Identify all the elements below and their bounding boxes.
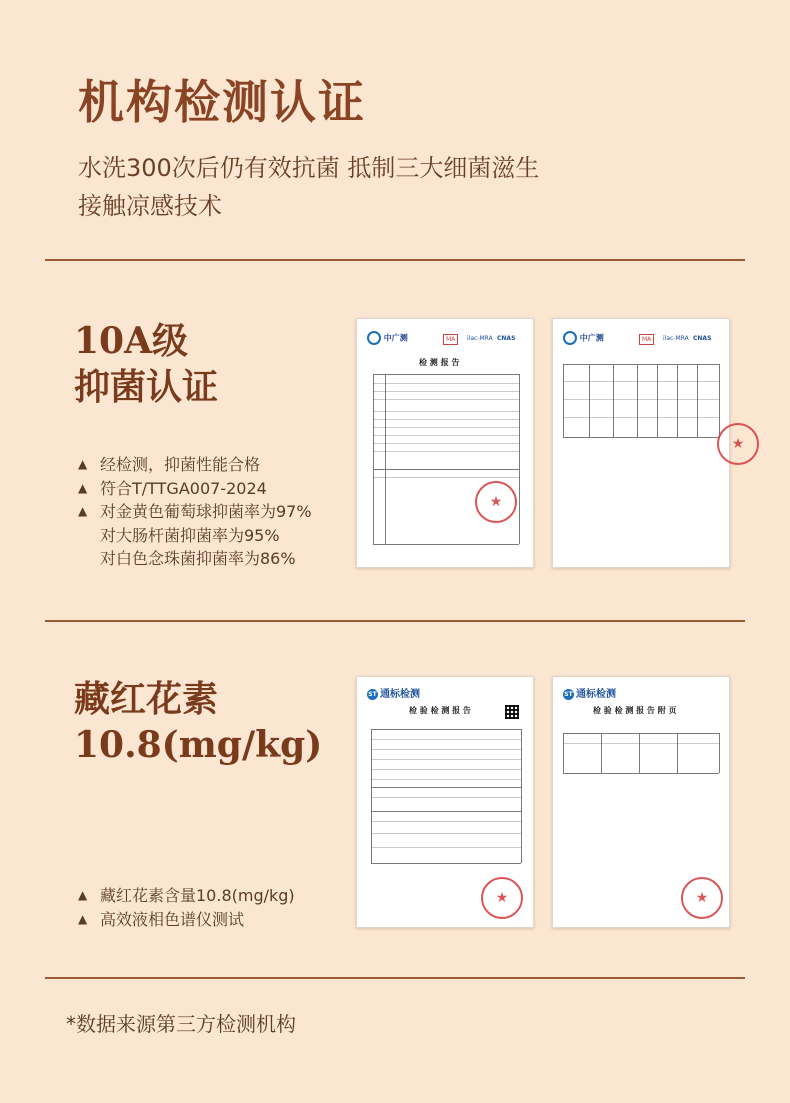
table-line — [563, 743, 719, 744]
section2-title-line1: 藏红花素 — [74, 678, 219, 720]
table-border — [563, 437, 719, 438]
report-title: 检 测 报 告 — [419, 358, 460, 367]
table-border — [637, 364, 638, 437]
red-seal: ★ — [681, 877, 723, 919]
table-line — [373, 451, 519, 452]
triangle-icon: ▲ — [78, 457, 88, 471]
red-seal: ★ — [475, 481, 517, 523]
bullet-item: ▲ 经检测，抑菌性能合格 — [78, 453, 312, 477]
table-border — [373, 374, 519, 375]
cnas-mark: CNAS — [693, 335, 712, 342]
qr-code — [505, 705, 519, 719]
table-border — [373, 374, 374, 544]
table-line — [371, 779, 521, 780]
section1-title — [74, 318, 218, 410]
inspection-report-image-2 — [552, 676, 730, 928]
table-line — [373, 435, 519, 436]
triangle-icon: ▲ — [78, 911, 88, 926]
red-seal: ★ — [481, 877, 523, 919]
table-border — [371, 787, 521, 788]
divider — [45, 977, 745, 979]
table-border — [563, 733, 564, 773]
table-border — [373, 469, 519, 470]
red-seal: ★ — [717, 423, 759, 465]
table-line — [563, 381, 719, 382]
table-line — [373, 427, 519, 428]
table-border — [657, 364, 658, 437]
cnas-mark: CNAS — [497, 335, 516, 342]
table-line — [371, 739, 521, 740]
bullet-item: ▲ 藏红花素含量10.8(mg/kg) — [78, 884, 295, 908]
ilac-mark: ilac-MRA — [663, 335, 689, 342]
table-line — [373, 443, 519, 444]
inspection-report-image-1 — [356, 676, 534, 928]
table-line — [371, 821, 521, 822]
page-title: 机构检测认证 — [78, 75, 366, 129]
test-report-image-2 — [552, 318, 745, 568]
section2-title — [74, 676, 322, 768]
table-border — [697, 364, 698, 437]
table-line — [371, 749, 521, 750]
table-line — [373, 477, 519, 478]
table-border — [371, 863, 521, 864]
table-border — [373, 544, 519, 545]
table-border — [371, 729, 372, 863]
report-title: 检 验 检 测 报 告 附 页 — [593, 706, 677, 715]
triangle-icon: ▲ — [78, 504, 88, 518]
table-border — [563, 733, 719, 734]
ilac-mark: ilac-MRA — [467, 335, 493, 342]
table-line — [373, 399, 519, 400]
table-line — [373, 411, 519, 412]
table-line — [371, 769, 521, 770]
table-border — [677, 364, 678, 437]
table-line — [371, 847, 521, 848]
table-border — [371, 811, 521, 812]
table-border — [613, 364, 614, 437]
triangle-icon: ▲ — [78, 480, 88, 495]
divider — [45, 620, 745, 622]
bullet-continuation: 对大肠杆菌抑菌率为95% — [100, 525, 280, 545]
divider — [45, 259, 745, 261]
cma-mark: MA — [443, 334, 458, 345]
table-border — [563, 364, 564, 437]
report-title: 检 验 检 测 报 告 — [409, 706, 471, 715]
bullet-item: ▲ 符合T/TTGA007-2024 — [78, 477, 312, 501]
table-border — [589, 364, 590, 437]
subtitle-line-2: 接触凉感技术 — [78, 192, 222, 220]
tongbiao-logo: ST 通标检测 — [368, 689, 420, 700]
section1-bullets — [78, 453, 312, 571]
bullet-item: ▲ 对金黄色葡萄球抑菌率为97% — [78, 500, 312, 524]
table-border — [563, 773, 719, 774]
table-border — [521, 729, 522, 863]
table-border — [639, 733, 640, 773]
table-line — [371, 759, 521, 760]
table-border — [719, 733, 720, 773]
footer-note: *数据来源第三方检测机构 — [66, 1012, 296, 1036]
table-line — [371, 797, 521, 798]
tongbiao-logo: ST 通标检测 — [564, 689, 616, 700]
table-border — [719, 364, 720, 437]
section2-title-line2: 10.8(mg/kg) — [74, 724, 323, 766]
test-report-image-1 — [356, 318, 534, 568]
table-line — [563, 399, 719, 400]
table-border — [519, 374, 520, 544]
table-border — [677, 733, 678, 773]
zhongguangce-logo: 中广测 — [563, 331, 604, 345]
triangle-icon: ▲ — [78, 888, 88, 902]
table-line — [373, 419, 519, 420]
section1-title-line2: 抑菌认证 — [74, 366, 219, 408]
section2-bullets — [78, 884, 295, 931]
table-border — [601, 733, 602, 773]
table-border — [371, 729, 521, 730]
bullet-item: ▲ 高效液相色谱仪测试 — [78, 908, 295, 932]
zhongguangce-logo: 中广测 — [367, 331, 408, 345]
table-border — [385, 374, 386, 544]
table-line — [371, 833, 521, 834]
bullet-continuation: 对白色念珠菌抑菌率为86% — [100, 549, 296, 568]
table-line — [373, 391, 519, 392]
section1-title-line1: 10A级 — [74, 320, 189, 362]
subtitle-line-1: 水洗300次后仍有效抗菌 抵制三大细菌滋生 — [78, 154, 540, 182]
table-border — [563, 364, 719, 365]
cma-mark: MA — [639, 334, 654, 345]
table-line — [563, 417, 719, 418]
table-line — [373, 383, 519, 384]
